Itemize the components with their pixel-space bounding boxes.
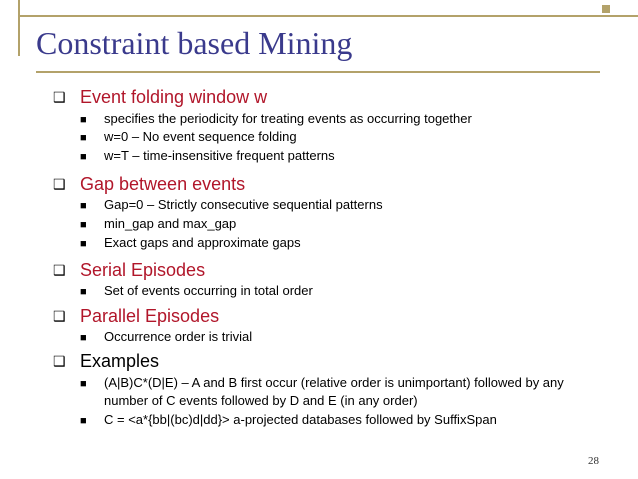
sub-bullet-text: Occurrence order is trivial [104,329,253,344]
sub-bullet-text: specifies the periodicity for treating events as occurring together [104,111,472,126]
square-outline-icon: ❑ [53,176,66,192]
filled-square-icon: ■ [80,114,87,126]
sub-bullet-text: (A|B)C*(D|E) – A and B first occur (relative order is unimportant) followed by any number of C events followed by D and E (in any order) [104,375,564,408]
sub-bullet-text: Exact gaps and approximate gaps [104,235,301,250]
filled-square-icon: ■ [80,286,87,298]
title-underline [36,71,600,73]
sub-bullet-text: w=T – time-insensitive frequent patterns [104,148,335,163]
frame-horizontal-line [18,15,638,17]
filled-square-icon: ■ [80,200,87,212]
filled-square-icon: ■ [80,151,87,163]
bullet-heading: Gap between events [80,174,246,194]
sub-bullet-text: w=0 – No event sequence folding [104,129,297,144]
bullet-heading: Serial Episodes [80,260,206,280]
filled-square-icon: ■ [80,378,87,390]
filled-square-icon: ■ [80,219,87,231]
sub-bullet-text: Gap=0 – Strictly consecutive sequential patterns [104,197,383,212]
frame-corner-square [602,5,610,13]
sub-bullet-text: C = <a*{bb|(bc)d|dd}> a-projected databases followed by SuffixSpan [104,412,497,427]
bullet-heading: Parallel Episodes [80,306,220,326]
square-outline-icon: ❑ [53,262,66,278]
slide-title: Constraint based Mining [36,25,353,61]
filled-square-icon: ■ [80,332,87,344]
square-outline-icon: ❑ [53,353,66,369]
filled-square-icon: ■ [80,238,87,250]
bullet-heading: Examples [80,351,160,371]
square-outline-icon: ❑ [53,308,66,324]
sub-bullet-text: min_gap and max_gap [104,216,237,231]
filled-square-icon: ■ [80,415,87,427]
filled-square-icon: ■ [80,132,87,144]
bullet-heading: Event folding window w [80,87,268,107]
square-outline-icon: ❑ [53,89,66,105]
frame-vertical-line [18,0,20,56]
sub-bullet-text: Set of events occurring in total order [104,283,313,298]
page-number: 28 [588,455,599,467]
